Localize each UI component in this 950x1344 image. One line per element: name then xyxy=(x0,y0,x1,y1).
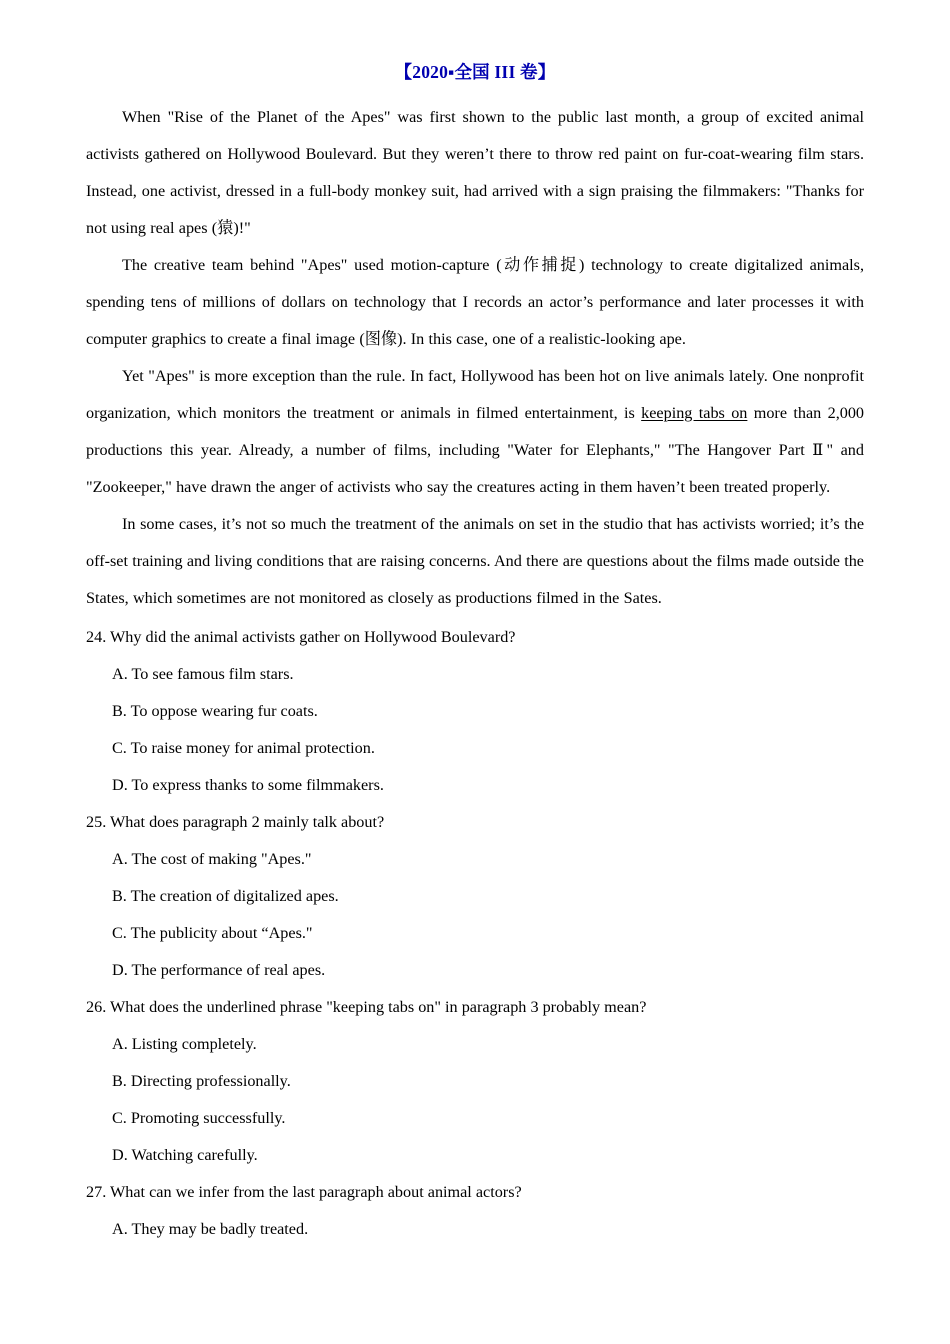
question-25-option-d[interactable]: D. The performance of real apes. xyxy=(112,960,326,979)
question-25 xyxy=(86,804,864,989)
question-24-option-c[interactable]: C. To raise money for animal protection. xyxy=(112,738,375,757)
question-25-option-c[interactable]: C. The publicity about “Apes." xyxy=(112,923,313,942)
passage-paragraph-2: The creative team behind "Apes" used motion-capture (动作捕捉) technology to create digitalized animals, spending tens of millions of dollars on technology that I records an actor’s performance and later processes it with computer graphics to create a final image (图像). In this case, one of a realistic-looking ape. xyxy=(86,255,864,348)
question-24-option-a[interactable]: A. To see famous film stars. xyxy=(112,664,294,683)
question-24-option-d[interactable]: D. To express thanks to some filmmakers. xyxy=(112,775,384,794)
question-27 xyxy=(86,1174,864,1248)
question-25-option-a[interactable]: A. The cost of making "Apes." xyxy=(112,849,312,868)
underlined-phrase: keeping tabs on xyxy=(641,403,748,422)
paragraph-3-text-after: more than 2,000 productions this year. Already, a number of films, including "Water for Elephants," "The Hangover Part Ⅱ" and "Zookeeper," have drawn the anger of activists who say the creatures acting in them haven’t been treated properly. xyxy=(86,403,865,496)
question-26-option-d[interactable]: D. Watching carefully. xyxy=(112,1145,258,1164)
passage-paragraph-4: In some cases, it’s not so much the treatment of the animals on set in the studio that has activists worried; it’s the off-set training and living conditions that are raising concerns. And there are questions about the films made outside the States, which sometimes are not monitored as closely as productions filmed in the Sates. xyxy=(86,514,864,607)
passage-paragraph-3 xyxy=(86,358,864,506)
question-26-stem: 26. What does the underlined phrase "keeping tabs on" in paragraph 3 probably mean? xyxy=(86,997,647,1016)
question-25-stem: 25. What does paragraph 2 mainly talk about? xyxy=(86,812,385,831)
question-27-option-a[interactable]: A. They may be badly treated. xyxy=(112,1219,309,1238)
questions-section xyxy=(86,619,864,1248)
question-26-option-a[interactable]: A. Listing completely. xyxy=(112,1034,257,1053)
passage-paragraph-1: When "Rise of the Planet of the Apes" was first shown to the public last month, a group of excited animal activists gathered on Hollywood Boulevard. But they weren’t there to throw red paint on fur-coat-wearing film stars. Instead, one activist, dressed in a full-body monkey suit, had arrived with a sign praising the filmmakers: "Thanks for not using real apes (猿)!" xyxy=(86,107,864,237)
question-26-option-c[interactable]: C. Promoting successfully. xyxy=(112,1108,286,1127)
document-content xyxy=(86,60,864,1248)
question-25-option-b[interactable]: B. The creation of digitalized apes. xyxy=(112,886,339,905)
question-24 xyxy=(86,619,864,804)
question-24-option-b[interactable]: B. To oppose wearing fur coats. xyxy=(112,701,318,720)
paragraph-3-text-before: Yet "Apes" is more exception than the rule. In fact, Hollywood has been hot on live animals lately. One nonprofit organization, which monitors the treatment or animals in filmed entertainment, is xyxy=(86,366,864,422)
question-24-stem: 24. Why did the animal activists gather on Hollywood Boulevard? xyxy=(86,627,516,646)
page-title: 【2020▪全国 III 卷】 xyxy=(394,62,556,82)
question-26-option-b[interactable]: B. Directing professionally. xyxy=(112,1071,291,1090)
question-27-stem: 27. What can we infer from the last paragraph about animal actors? xyxy=(86,1182,522,1201)
question-26 xyxy=(86,989,864,1174)
